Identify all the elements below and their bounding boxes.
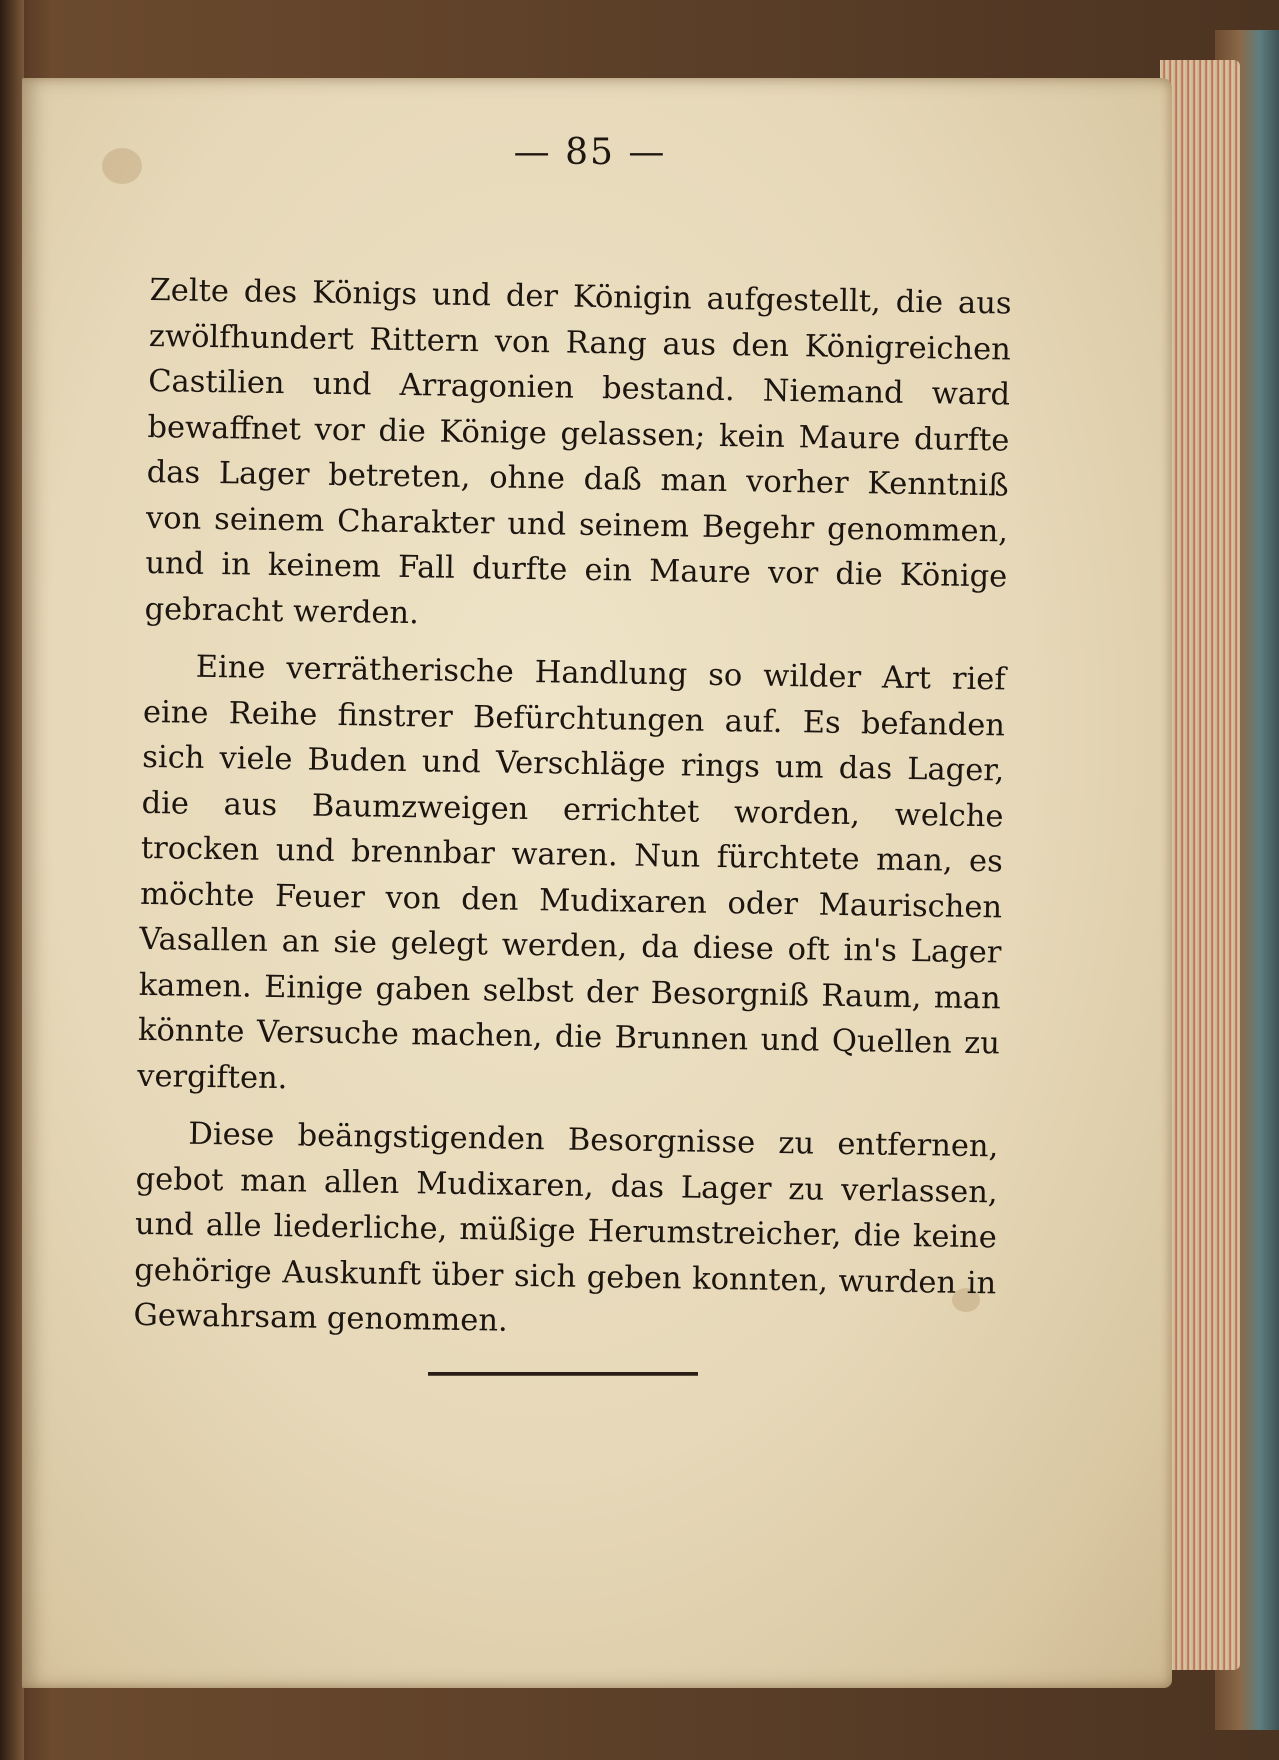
paragraph: Eine verrätherische Handlung so wilder Art rief eine Reihe finstrer Befürchtungen auf. Es befanden sich viele Buden und Verschläge rings um das Lager, die aus Baumzweigen errichtet worden, welche trocken und brennbar waren. Nun fürchtete man, es möchte Feuer von den Mudixaren oder Maurischen Vasallen an sie gelegt werden, da diese oft in's Lager kamen. Einige gaben selbst der Besorgniß Raum, man könnte Versuche machen, die Brunnen und Quellen zu vergiften.: [137, 649, 1006, 1096]
page-edges: [1160, 60, 1240, 1670]
paragraph: Zelte des Königs und der Königin aufgestellt, die aus zwölfhundert Rittern von Rang aus den Königreichen Castilien und Arragonien bestand. Niemand ward bewaffnet vor die Könige gelassen; kein Maure durfte das Lager betreten, ohne daß man vorher Kenntniß von seinem Charakter und seinem Begehr genommen, und in keinem Fall durfte ein Maure vor die Könige gebracht werden.: [144, 272, 1012, 631]
book-binding-left: [0, 0, 24, 1760]
paragraph: Diese beängstigenden Besorgnisse zu entfernen, gebot man allen Mudixaren, das Lager zu verlassen, und alle liederliche, müßige Herumstreicher, die keine gehörige Auskunft über sich geben konnten, wurden in Gewahrsam genommen.: [133, 1116, 999, 1339]
end-rule: [428, 1372, 698, 1376]
page-number: — 85 —: [513, 132, 667, 173]
paper-stain: [102, 148, 142, 184]
body-text: [133, 268, 1012, 1364]
